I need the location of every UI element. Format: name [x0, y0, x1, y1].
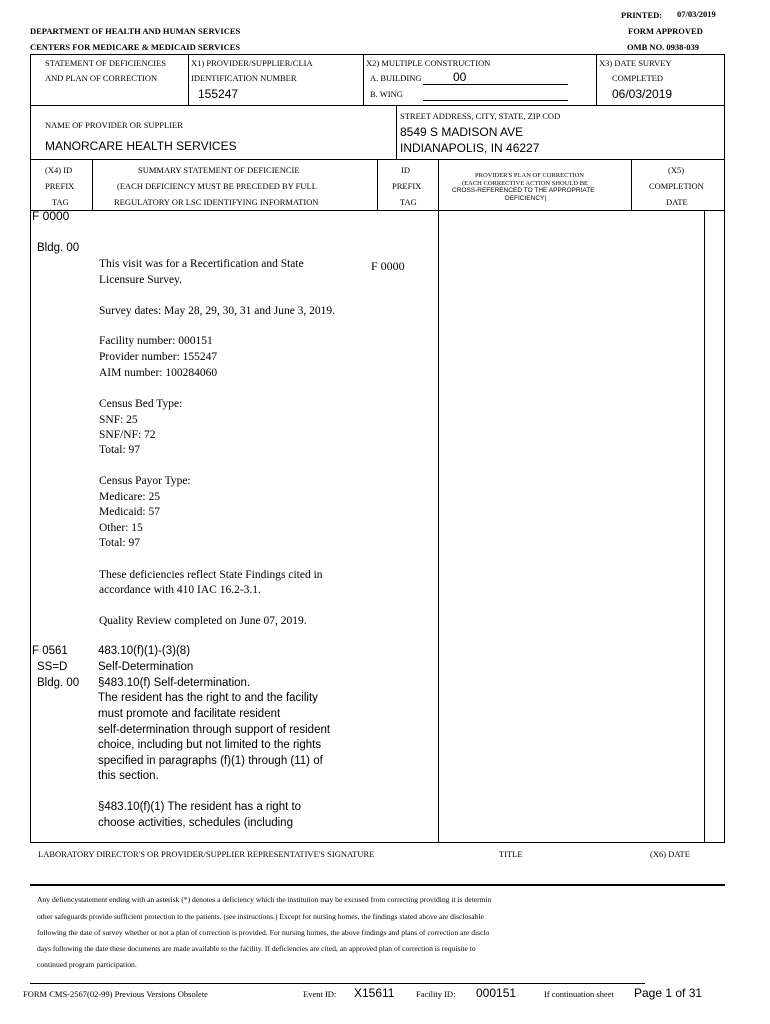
- col-divider-1: [92, 159, 93, 211]
- building-value: 00: [453, 70, 467, 84]
- completed-label: COMPLETED: [612, 73, 663, 83]
- statement-label-line1: STATEMENT OF DEFICIENCIES: [45, 58, 167, 68]
- facility-id-value: 000151: [476, 986, 517, 1000]
- census-bed-total: Total: 97: [99, 444, 141, 456]
- left-border: [30, 54, 31, 843]
- scope-severity-2: SS=D: [37, 661, 68, 673]
- signature-date-label: (X6) DATE: [650, 849, 690, 859]
- plan-label-line3: CROSS-REFERENCED TO THE APPROPRIATE: [452, 187, 595, 194]
- provider-name-label: NAME OF PROVIDER OR SUPPLIER: [45, 120, 183, 130]
- disclaimer-line3: following the date of survey whether or not a plan of correction is provided. For nursing homes, the above findings and plans of correction are disclo: [37, 928, 490, 937]
- disclaimer-line4: days following the date these documents are made available to the facility. If deficiencies are cited, an approved plan of correction is requisite to: [37, 944, 476, 953]
- paragraph-visit-line2: Licensure Survey.: [99, 274, 182, 286]
- building-tag-2: Bldg. 00: [37, 677, 80, 689]
- regulation-citation: 483.10(f)(1)-(3)(8): [98, 645, 191, 657]
- row1-divider-1: [188, 54, 189, 106]
- plan-label-line1: PROVIDER'S PLAN OF CORRECTION: [475, 172, 584, 179]
- facility-id-label: Facility ID:: [416, 989, 456, 999]
- x5-label: (X5): [668, 165, 685, 175]
- regulation-text-3: self-determination through support of resident: [98, 724, 331, 736]
- form-number: FORM CMS-2567(02-99) Previous Versions Obsolete: [23, 989, 208, 999]
- deficiencies-line1: These deficiencies reflect State Findings cited in: [99, 569, 323, 581]
- body-bottom: [30, 842, 725, 843]
- provider-number: Provider number: 155247: [99, 351, 218, 363]
- regulation-text-8: choose activities, schedules (including: [98, 817, 293, 829]
- survey-date-value: 06/03/2019: [612, 87, 673, 101]
- disclaimer-line1: Any defiencystatement ending with an asterisk (*) denotes a deficiency which the institution may be excused from correcting providing it is determin: [37, 895, 492, 904]
- id-prefix-label: PREFIX: [392, 181, 422, 191]
- continuation-sheet-label: If continuation sheet: [544, 989, 614, 999]
- summary-label-line2: (EACH DEFICIENCY MUST BE PRECEDED BY FULL: [117, 181, 317, 191]
- department-name: DEPARTMENT OF HEALTH AND HUMAN SERVICES: [30, 26, 241, 36]
- agency-name: CENTERS FOR MEDICARE & MEDICAID SERVICES: [30, 42, 241, 52]
- title-label: TITLE: [499, 849, 523, 859]
- deficiencies-line2: accordance with 410 IAC 16.2-3.1.: [99, 584, 261, 596]
- census-snf: SNF: 25: [99, 414, 138, 426]
- regulation-text-1: The resident has the right to and the facility: [98, 692, 318, 704]
- x4-id-label: (X4) ID: [45, 165, 73, 175]
- completion-label: COMPLETION: [649, 181, 704, 191]
- col-divider-4: [631, 159, 632, 211]
- completion-col-divider: [704, 210, 705, 843]
- event-id-label: Event ID:: [303, 989, 337, 999]
- address-line2: INDIANAPOLIS, IN 46227: [400, 141, 540, 155]
- regulation-text-5: specified in paragraphs (f)(1) through (11) of: [98, 755, 323, 767]
- row2-divider: [396, 105, 397, 160]
- aim-number: AIM number: 100284060: [99, 367, 218, 379]
- paragraph-visit-line1: This visit was for a Recertification and State: [99, 258, 304, 270]
- form-approved: FORM APPROVED: [628, 26, 703, 36]
- regulation-text-7: §483.10(f)(1) The resident has a right to: [98, 801, 302, 813]
- regulation-text-6: this section.: [98, 770, 159, 782]
- address-line1: 8549 S MADISON AVE: [400, 125, 524, 139]
- disclaimer-line5: continued program participation.: [37, 960, 137, 969]
- multiple-construction-label: X2) MULTIPLE CONSTRUCTION: [366, 58, 491, 68]
- provider-id-label-line1: X1) PROVIDER/SUPPLIER/CLIA: [191, 58, 313, 68]
- census-medicare: Medicare: 25: [99, 491, 160, 503]
- signature-bottom: [30, 884, 725, 886]
- summary-label-line3: REGULATORY OR LSC IDENTIFYING INFORMATION: [114, 197, 319, 207]
- col-divider-2: [377, 159, 378, 211]
- row1-divider-2: [363, 54, 364, 106]
- regulation-text-4: choice, including but not limited to the rights: [98, 739, 322, 751]
- plan-label-line2: (EACH CORRECTIVE ACTION SHOULD BE: [462, 180, 589, 187]
- col-divider-3: [438, 159, 439, 843]
- summary-label-line1: SUMMARY STATEMENT OF DEFICIENCIE: [138, 165, 300, 175]
- id-label: ID: [401, 165, 410, 175]
- deficiency-tag-2: F 0561: [32, 645, 68, 657]
- census-bed-type: Census Bed Type:: [99, 398, 183, 410]
- wing-underline: [423, 100, 568, 101]
- facility-number: Facility number: 000151: [99, 335, 213, 347]
- building-tag-1: Bldg. 00: [37, 242, 80, 254]
- wing-label: B. WING: [370, 89, 403, 99]
- printed-label: PRINTED:: [621, 10, 663, 20]
- census-payor-type: Census Payor Type:: [99, 475, 191, 487]
- census-payor-total: Total: 97: [99, 537, 141, 549]
- plan-label-line4: DEFICIENCY): [505, 195, 547, 202]
- census-snf-nf: SNF/NF: 72: [99, 429, 156, 441]
- provider-name-value: MANORCARE HEALTH SERVICES: [45, 139, 237, 153]
- page-number: Page 1 of 31: [634, 986, 703, 1000]
- survey-dates: Survey dates: May 28, 29, 30, 31 and June 3, 2019.: [99, 305, 336, 317]
- provider-id-label-line2: IDENTIFICATION NUMBER: [191, 73, 297, 83]
- row1-divider-3: [596, 54, 597, 106]
- completion-date-label: DATE: [666, 197, 688, 207]
- provider-id-value: 155247: [198, 87, 239, 101]
- regulation-text-2: must promote and facilitate resident: [98, 708, 281, 720]
- statement-label-line2: AND PLAN OF CORRECTION: [45, 73, 158, 83]
- printed-date: 07/03/2019: [677, 9, 716, 19]
- deficiency-tag-1: F 0000: [32, 209, 70, 223]
- regulation-title: Self-Determination: [98, 661, 194, 673]
- building-underline: [423, 84, 568, 85]
- census-other: Other: 15: [99, 522, 143, 534]
- signature-label: LABORATORY DIRECTOR'S OR PROVIDER/SUPPLIER REPRESENTATIVE'S SIGNATURE: [38, 849, 375, 859]
- disclaimer-line2: other safeguards provide sufficient protection to the patients. (see instructions.) Except for nursing homes, the findings stated above are disclosable: [37, 912, 484, 921]
- event-id-value: X15611: [354, 986, 395, 1000]
- id-tag-label: TAG: [400, 197, 417, 207]
- date-survey-label: X3) DATE SURVEY: [599, 58, 672, 68]
- building-label: A. BUILDING: [370, 73, 422, 83]
- x4-prefix-label: PREFIX: [45, 181, 75, 191]
- census-medicaid: Medicaid: 57: [99, 506, 160, 518]
- regulation-section: §483.10(f) Self-determination.: [98, 677, 251, 689]
- footer-rule: [30, 983, 645, 984]
- x4-tag-label: TAG: [52, 197, 69, 207]
- omb-number: OMB NO. 0938-039: [627, 42, 700, 52]
- top-border: [30, 54, 725, 55]
- street-address-label: STREET ADDRESS, CITY, STATE, ZIP COD: [400, 111, 561, 121]
- right-border: [724, 54, 725, 843]
- row1-bottom: [30, 105, 725, 106]
- plan-id-tag-1: F 0000: [371, 259, 405, 273]
- quality-review: Quality Review completed on June 07, 2019.: [99, 615, 307, 627]
